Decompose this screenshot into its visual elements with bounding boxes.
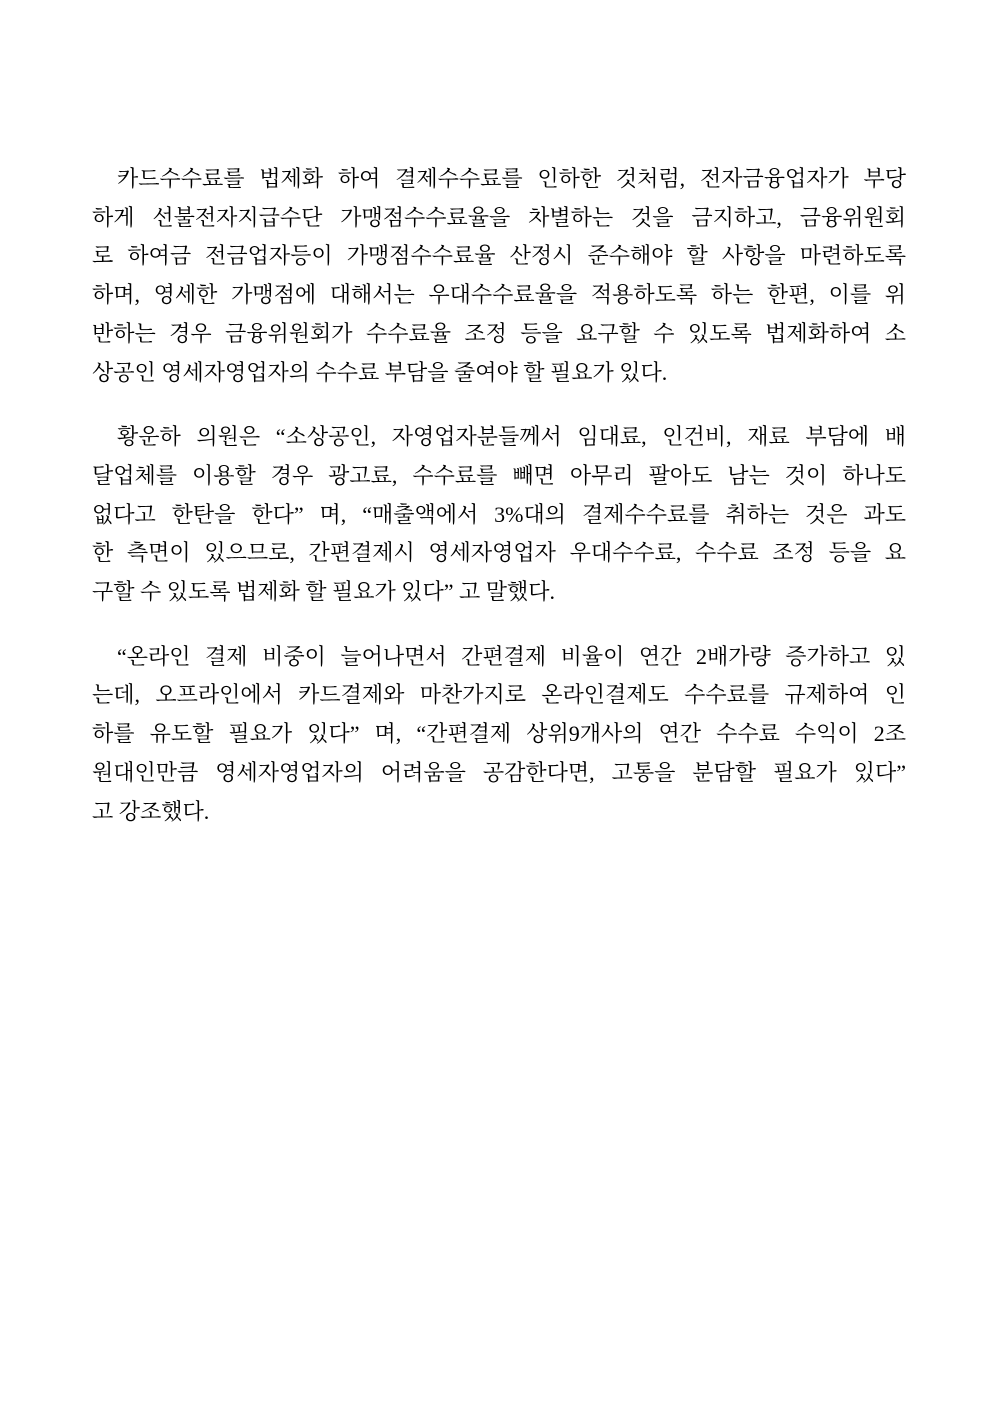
text-line: 하며, 영세한 가맹점에 대해서는 우대수수료율을 적용하도록 하는 한편, 이를 위 [92,282,906,308]
text-line: 하를 유도할 필요가 있다” 며, “간편결제 상위9개사의 연간 수수료 수익이 2조 [92,721,906,747]
text-line: 한 측면이 있으므로, 간편결제시 영세자영업자 우대수수료, 수수료 조정 등을 요 [92,540,906,566]
text-line: 원대인만큼 영세자영업자의 어려움을 공감한다면, 고통을 분담할 필요가 있다” [92,759,906,785]
text-line: 없다고 한탄을 한다” 며, “매출액에서 3%대의 결제수수료를 취하는 것은 과도 [92,501,906,527]
text-line: 하게 선불전자지급수단 가맹점수수료율을 차별하는 것을 금지하고, 금융위원회 [92,204,906,230]
text-line: 달업체를 이용할 경우 광고료, 수수료를 빼면 아무리 팔아도 남는 것이 하나도 [92,462,906,488]
text-line: “온라인 결제 비중이 늘어나면서 간편결제 비율이 연간 2배가량 증가하고 있 [117,643,906,669]
text-line: 로 하여금 전금업자등이 가맹점수수료율 산정시 준수해야 할 사항을 마련하도록 [92,243,906,269]
text-line: 는데, 오프라인에서 카드결제와 마찬가지로 온라인결제도 수수료를 규제하여 인 [92,682,906,708]
text-line: 카드수수료를 법제화 하여 결제수수료를 인하한 것처럼, 전자금융업자가 부당 [117,166,906,191]
paragraph [92,638,906,832]
document-body [92,160,906,857]
text-line: 고 강조했다. [92,798,210,824]
paragraph [92,160,906,392]
paragraph [92,418,906,612]
text-line: 상공인 영세자영업자의 수수료 부담을 줄여야 할 필요가 있다. [92,359,668,385]
text-line: 구할 수 있도록 법제화 할 필요가 있다” 고 말했다. [92,579,556,605]
text-line: 반하는 경우 금융위원회가 수수료율 조정 등을 요구할 수 있도록 법제화하여 소 [92,320,906,346]
text-line: 황운하 의원은 “소상공인, 자영업자분들께서 임대료, 인건비, 재료 부담에 배 [117,424,906,450]
